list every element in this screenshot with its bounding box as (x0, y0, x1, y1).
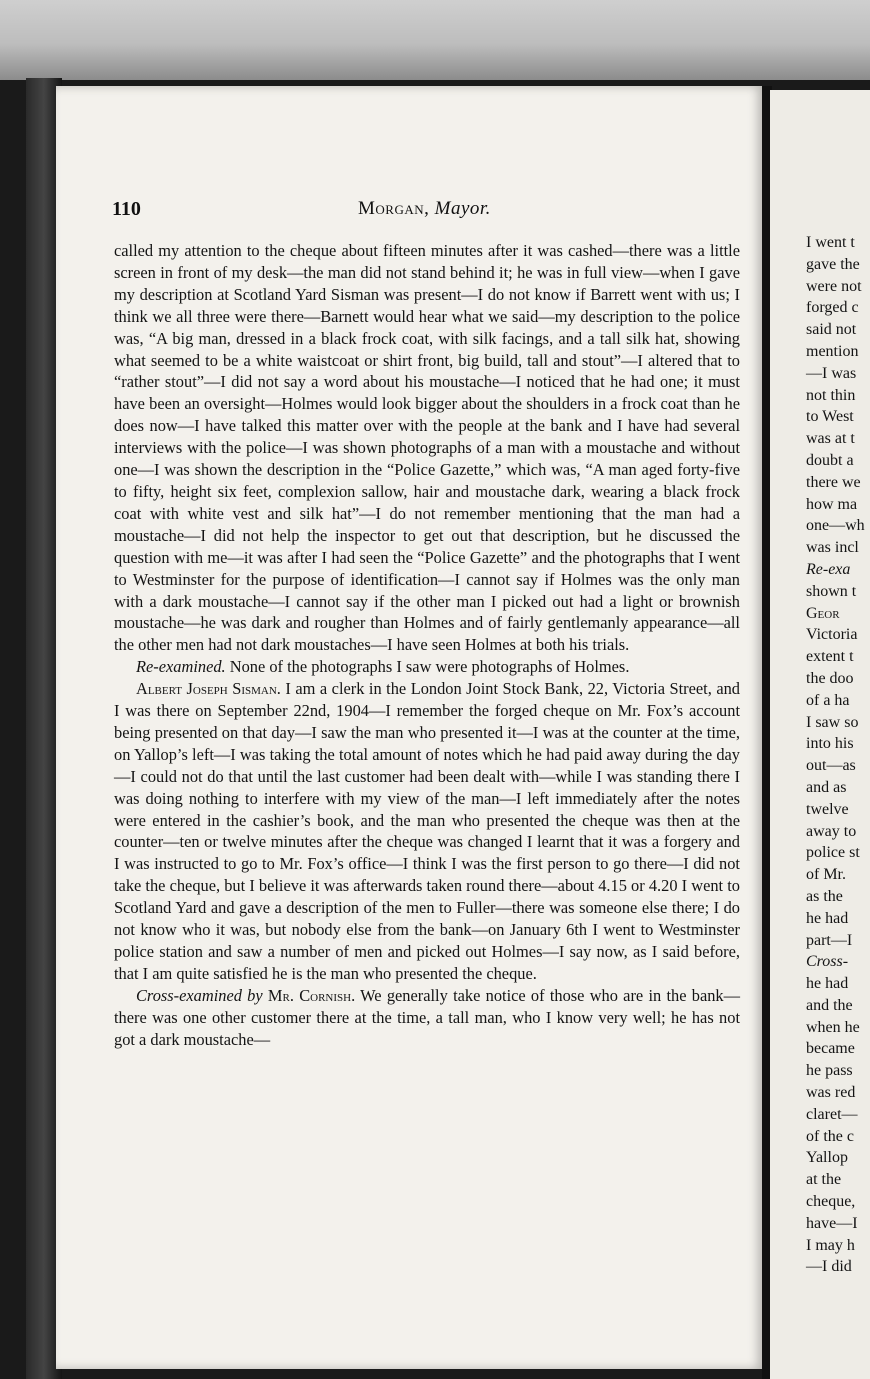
right-page-line: how ma (806, 495, 858, 513)
right-page-line: as the (806, 887, 843, 905)
right-page-line: there we (806, 473, 861, 491)
right-page-line: and as (806, 778, 847, 796)
right-page-line: —I did (806, 1258, 852, 1276)
paragraph (114, 678, 740, 985)
paragraph-text: We generally take notice of those who are in the bank—there was one other customer there at the time, a tall man, who I know very well; he has not got a dark moustache— (114, 985, 740, 1049)
paragraph-text: None of the photographs I saw were photographs of Holmes. (225, 657, 630, 677)
right-page-line: I may h (806, 1236, 855, 1254)
right-page-line: he pass (806, 1062, 853, 1080)
right-page-line: became (806, 1040, 855, 1058)
right-page-line: the doo (806, 669, 854, 687)
right-page-line: to West (806, 408, 854, 426)
right-page-line: he had (806, 909, 849, 927)
right-page-line: out—as (806, 757, 856, 775)
right-page-line: twelve (806, 800, 849, 818)
right-page-line: extent t (806, 648, 854, 666)
paragraph-text: called my attention to the cheque about fifteen minutes after it was cashed—there was a little screen in front of my desk—the man did not stand behind it; he was in full view—when I gave my description at Scotland Yard Sisman was present—I do not know if Barrett went with us; I think we all three were there—Barnett would hear what we said—my description to the police was, “A big man, dressed in a black frock coat, with silk facings, and a tall silk hat, showing what seemed to be a white waistcoat or shirt front, big build, tall and stout”—I altered that to “rather stout”—I did not say a word about his moustache—I noticed that he had one; it must have been an oversight—Holmes would look bigger about the shoulders in a frock coat than he does now—I have talked this matter over with the people at the bank and I have had several interviews with the police—I was shown photographs of a man with a moustache and without one—I was shown the description in the “Police Gazette,” which was, “A man aged forty-five to fifty, height six feet, complexion sallow, hair and moustache dark, wearing a black frock coat with white vest and silk hat”—I do not remember mentioning that the man had a moustache—I did not help the inspector to get out that description, but he discussed the question with me—it was after I had seen the “Police Gazette” and the photographs that I went to Westminster for the purpose of identification—I cannot say if Holmes was the only man with a dark moustache—I cannot say if the other man I picked out had a light or brownish moustache—he was dark and rougher than Holmes and of fairly gentlemanly appearance—all the other men had not dark moustaches—I have seen Holmes at both his trials. (114, 241, 740, 655)
right-page-line: one—wh (806, 517, 865, 535)
page-number: 110 (112, 198, 141, 220)
right-page-line: was incl (806, 539, 859, 557)
paragraph (114, 985, 740, 1051)
right-page-line: and the (806, 996, 853, 1014)
body-text (114, 240, 740, 1051)
right-page-line: I saw so (806, 713, 859, 731)
right-page-line: said not (806, 321, 857, 339)
paragraph (114, 656, 740, 678)
right-page-line: mention (806, 342, 859, 360)
speaker-label: Re-examined. (136, 657, 226, 677)
speaker-name: Mr. Cornish. (267, 985, 356, 1005)
right-page-line: shown t (806, 582, 857, 600)
right-page-line: Victoria (806, 626, 858, 644)
right-page-line: was at t (806, 430, 855, 448)
right-page-line: was red (806, 1084, 856, 1102)
right-page-line: I went t (806, 234, 855, 251)
right-page-line: part—I (806, 931, 853, 949)
right-page-line: not thin (806, 386, 856, 404)
right-page-line: Cross- (806, 953, 849, 971)
speaker-label: Albert Joseph Sisman. (136, 679, 281, 699)
scanner-background (0, 0, 870, 80)
right-page-line: when he (806, 1018, 860, 1036)
right-page-text (806, 232, 870, 1278)
right-page-line: away to (806, 822, 857, 840)
right-page-line: of Mr. (806, 866, 846, 884)
right-page-line: —I was (806, 364, 857, 382)
right-page-line: he had (806, 975, 849, 993)
right-page-line: at the (806, 1171, 842, 1189)
right-page-line: claret— (806, 1105, 858, 1123)
right-page-line: of a ha (806, 691, 850, 709)
paragraph (114, 240, 740, 656)
running-head (358, 198, 491, 220)
right-page-line: forged c (806, 299, 859, 317)
right-page-line: cheque, (806, 1193, 856, 1211)
right-page-line: police st (806, 844, 860, 862)
right-page-line: Geor (806, 604, 840, 622)
right-page-line: doubt a (806, 451, 854, 469)
right-page-line: Yallop (806, 1149, 848, 1167)
paragraph-text: I am a clerk in the London Joint Stock Bank, 22, Victoria Street, and I was there on September 22nd, 1904—I remember the forged cheque on Mr. Fox’s account being presented on that day—I saw the man who presented it—I was at the counter at the time, on Yallop’s left—I was taking the total amount of notes which he had paid away during the day—I could not do that until the last customer had been dealt with—while I was standing there I was doing nothing to interfere with my view of the man—I left immediately after the notes were entered in the cashier’s book, and the man who presented the cheque was then at the counter—ten or twelve minutes after the cheque was changed I learnt that it was a forgery and I was instructed to go to Mr. Fox’s office—I think I was the first person to go there—I did not take the cheque, but I believe it was afterwards taken round there—about 4.15 or 4.20 I went to Scotland Yard and gave a description of the men to Fuller—there was someone else there; I do not know who it was, but nobody else from the bank—on January 6th I went to Westminster police station and saw a number of men and picked out Holmes—I say now, as I said before, that I am quite satisfied he is the man who presented the cheque. (114, 679, 740, 983)
right-page-line: have—I (806, 1214, 858, 1232)
right-page-line: of the c (806, 1127, 854, 1145)
right-page-line: gave the (806, 255, 860, 273)
right-page-line: into his (806, 735, 854, 753)
right-page-line: were not (806, 277, 862, 295)
right-page-line: Re-exa (806, 560, 851, 578)
page-header (112, 198, 742, 224)
running-head-title: Mayor. (434, 198, 491, 219)
running-head-name: Morgan, (358, 198, 430, 219)
speaker-label: Cross-examined by (136, 985, 263, 1005)
